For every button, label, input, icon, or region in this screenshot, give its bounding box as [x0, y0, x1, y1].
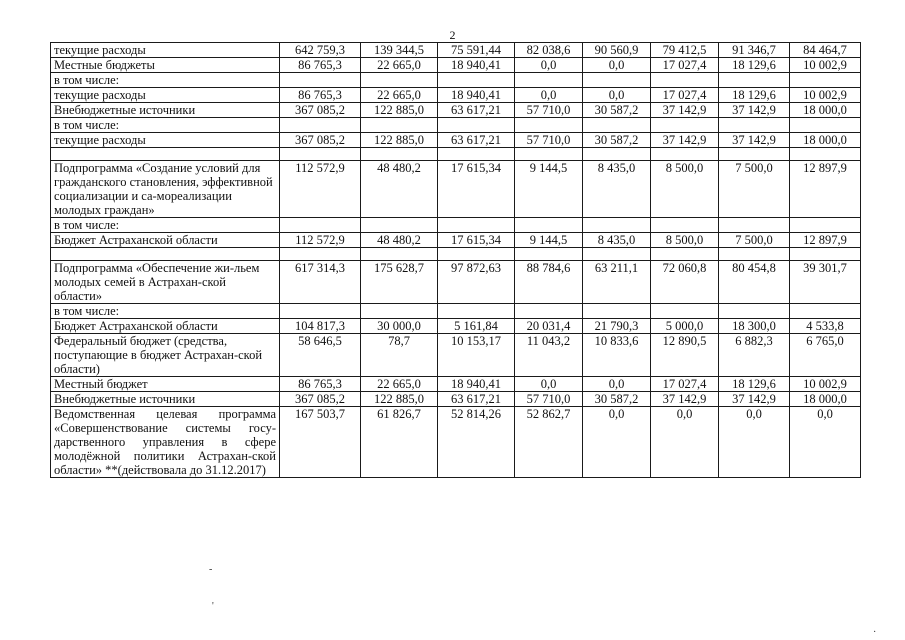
- row-label: текущие расходы: [51, 88, 280, 103]
- cell-value: 86 765,3: [280, 377, 361, 392]
- cell-value: 9 144,5: [515, 233, 583, 248]
- cell-value: 0,0: [719, 407, 790, 478]
- cell-value: 112 572,9: [280, 161, 361, 218]
- row-label: в том числе:: [51, 73, 280, 88]
- cell-value: 6 765,0: [790, 334, 861, 377]
- empty-cell: [438, 248, 515, 261]
- cell-value: 0,0: [583, 88, 651, 103]
- cell-value: [438, 304, 515, 319]
- cell-value: 97 872,63: [438, 261, 515, 304]
- empty-cell: [361, 248, 438, 261]
- empty-cell: [651, 248, 719, 261]
- spacer-row: [51, 248, 861, 261]
- cell-value: [280, 304, 361, 319]
- cell-value: [583, 218, 651, 233]
- cell-value: 52 814,26: [438, 407, 515, 478]
- cell-value: [651, 218, 719, 233]
- table-row: [51, 43, 861, 58]
- cell-value: 20 031,4: [515, 319, 583, 334]
- cell-value: 18 000,0: [790, 103, 861, 118]
- cell-value: 30 587,2: [583, 392, 651, 407]
- cell-value: 0,0: [515, 88, 583, 103]
- cell-value: 57 710,0: [515, 392, 583, 407]
- table-row: [51, 133, 861, 148]
- empty-cell: [51, 248, 280, 261]
- cell-value: [438, 218, 515, 233]
- cell-value: 17 615,34: [438, 233, 515, 248]
- cell-value: 78,7: [361, 334, 438, 377]
- empty-cell: [361, 148, 438, 161]
- cell-value: [719, 73, 790, 88]
- cell-value: 12 897,9: [790, 161, 861, 218]
- table-row: [51, 58, 861, 73]
- cell-value: 82 038,6: [515, 43, 583, 58]
- cell-value: 39 301,7: [790, 261, 861, 304]
- cell-value: [361, 218, 438, 233]
- cell-value: 84 464,7: [790, 43, 861, 58]
- cell-value: 0,0: [583, 377, 651, 392]
- empty-cell: [51, 148, 280, 161]
- cell-value: [361, 73, 438, 88]
- cell-value: [438, 73, 515, 88]
- cell-value: 367 085,2: [280, 133, 361, 148]
- cell-value: 91 346,7: [719, 43, 790, 58]
- table-row: [51, 88, 861, 103]
- cell-value: 30 587,2: [583, 133, 651, 148]
- cell-value: 0,0: [515, 377, 583, 392]
- cell-value: 139 344,5: [361, 43, 438, 58]
- cell-value: 18 940,41: [438, 58, 515, 73]
- cell-value: 37 142,9: [719, 392, 790, 407]
- cell-value: [790, 118, 861, 133]
- cell-value: 367 085,2: [280, 103, 361, 118]
- cell-value: [790, 218, 861, 233]
- empty-cell: [583, 248, 651, 261]
- cell-value: 18 129,6: [719, 377, 790, 392]
- table-row: [51, 73, 861, 88]
- empty-cell: [280, 148, 361, 161]
- cell-value: 8 435,0: [583, 233, 651, 248]
- cell-value: 17 615,34: [438, 161, 515, 218]
- empty-cell: [719, 248, 790, 261]
- table-row: [51, 304, 861, 319]
- cell-value: [719, 118, 790, 133]
- cell-value: 0,0: [790, 407, 861, 478]
- cell-value: 18 129,6: [719, 58, 790, 73]
- row-label: в том числе:: [51, 118, 280, 133]
- cell-value: [280, 73, 361, 88]
- cell-value: 0,0: [515, 58, 583, 73]
- cell-value: 122 885,0: [361, 103, 438, 118]
- table-row: [51, 319, 861, 334]
- cell-value: [719, 304, 790, 319]
- cell-value: [583, 304, 651, 319]
- cell-value: 80 454,8: [719, 261, 790, 304]
- cell-value: 37 142,9: [651, 103, 719, 118]
- cell-value: 63 211,1: [583, 261, 651, 304]
- cell-value: 10 002,9: [790, 58, 861, 73]
- row-label: Ведомственная целевая программа «Совершенствование системы госу-дарственного управления в сфере молодёжной политики Астрахан-ской области» **(действовала до 31.12.2017): [51, 407, 280, 478]
- empty-cell: [790, 248, 861, 261]
- funding-table: [50, 42, 861, 478]
- cell-value: 12 897,9: [790, 233, 861, 248]
- cell-value: 90 560,9: [583, 43, 651, 58]
- empty-cell: [583, 148, 651, 161]
- cell-value: [651, 118, 719, 133]
- row-label: Местный бюджет: [51, 377, 280, 392]
- cell-value: 5 000,0: [651, 319, 719, 334]
- cell-value: 0,0: [583, 58, 651, 73]
- cell-value: [361, 118, 438, 133]
- cell-value: 22 665,0: [361, 377, 438, 392]
- cell-value: [515, 118, 583, 133]
- table-row: [51, 334, 861, 377]
- empty-cell: [280, 248, 361, 261]
- scan-mark: ·: [873, 627, 877, 638]
- cell-value: 18 000,0: [790, 133, 861, 148]
- cell-value: [515, 73, 583, 88]
- cell-value: 63 617,21: [438, 133, 515, 148]
- cell-value: 17 027,4: [651, 58, 719, 73]
- cell-value: 57 710,0: [515, 133, 583, 148]
- cell-value: 17 027,4: [651, 377, 719, 392]
- cell-value: 0,0: [583, 407, 651, 478]
- cell-value: 9 144,5: [515, 161, 583, 218]
- cell-value: 175 628,7: [361, 261, 438, 304]
- table-row: [51, 233, 861, 248]
- cell-value: 8 500,0: [651, 161, 719, 218]
- cell-value: 22 665,0: [361, 88, 438, 103]
- cell-value: 79 412,5: [651, 43, 719, 58]
- cell-value: 37 142,9: [651, 133, 719, 148]
- row-label: Федеральный бюджет (средства, поступающие в бюджет Астрахан-ской области): [51, 334, 280, 377]
- cell-value: 112 572,9: [280, 233, 361, 248]
- cell-value: [515, 218, 583, 233]
- cell-value: [790, 304, 861, 319]
- row-label: Внебюджетные источники: [51, 103, 280, 118]
- row-label: текущие расходы: [51, 43, 280, 58]
- table-row: [51, 407, 861, 478]
- cell-value: 75 591,44: [438, 43, 515, 58]
- cell-value: 122 885,0: [361, 392, 438, 407]
- cell-value: 122 885,0: [361, 133, 438, 148]
- cell-value: 37 142,9: [719, 133, 790, 148]
- spacer-row: [51, 148, 861, 161]
- cell-value: [583, 73, 651, 88]
- cell-value: 10 153,17: [438, 334, 515, 377]
- cell-value: 63 617,21: [438, 392, 515, 407]
- row-label: в том числе:: [51, 304, 280, 319]
- cell-value: 58 646,5: [280, 334, 361, 377]
- cell-value: 17 027,4: [651, 88, 719, 103]
- cell-value: 8 435,0: [583, 161, 651, 218]
- cell-value: 7 500,0: [719, 233, 790, 248]
- cell-value: [583, 118, 651, 133]
- cell-value: 167 503,7: [280, 407, 361, 478]
- cell-value: 367 085,2: [280, 392, 361, 407]
- cell-value: 48 480,2: [361, 233, 438, 248]
- row-label: текущие расходы: [51, 133, 280, 148]
- row-label: Местные бюджеты: [51, 58, 280, 73]
- cell-value: 104 817,3: [280, 319, 361, 334]
- empty-cell: [651, 148, 719, 161]
- cell-value: 37 142,9: [651, 392, 719, 407]
- cell-value: 86 765,3: [280, 88, 361, 103]
- cell-value: 10 002,9: [790, 377, 861, 392]
- table-row: [51, 261, 861, 304]
- cell-value: 18 129,6: [719, 88, 790, 103]
- cell-value: 11 043,2: [515, 334, 583, 377]
- cell-value: 72 060,8: [651, 261, 719, 304]
- row-label: Внебюджетные источники: [51, 392, 280, 407]
- cell-value: 86 765,3: [280, 58, 361, 73]
- scan-mark: ': [212, 601, 214, 612]
- table-row: [51, 103, 861, 118]
- cell-value: 63 617,21: [438, 103, 515, 118]
- cell-value: 30 587,2: [583, 103, 651, 118]
- cell-value: [651, 73, 719, 88]
- cell-value: 10 002,9: [790, 88, 861, 103]
- cell-value: 61 826,7: [361, 407, 438, 478]
- cell-value: 22 665,0: [361, 58, 438, 73]
- cell-value: 37 142,9: [719, 103, 790, 118]
- empty-cell: [515, 248, 583, 261]
- cell-value: [651, 304, 719, 319]
- table-row: [51, 118, 861, 133]
- cell-value: 4 533,8: [790, 319, 861, 334]
- cell-value: 18 940,41: [438, 377, 515, 392]
- cell-value: 12 890,5: [651, 334, 719, 377]
- cell-value: [438, 118, 515, 133]
- empty-cell: [719, 148, 790, 161]
- cell-value: 18 000,0: [790, 392, 861, 407]
- cell-value: [280, 218, 361, 233]
- cell-value: 18 300,0: [719, 319, 790, 334]
- cell-value: 6 882,3: [719, 334, 790, 377]
- empty-cell: [438, 148, 515, 161]
- cell-value: 52 862,7: [515, 407, 583, 478]
- cell-value: [515, 304, 583, 319]
- cell-value: 57 710,0: [515, 103, 583, 118]
- cell-value: [719, 218, 790, 233]
- cell-value: 88 784,6: [515, 261, 583, 304]
- cell-value: 0,0: [651, 407, 719, 478]
- empty-cell: [790, 148, 861, 161]
- cell-value: [361, 304, 438, 319]
- cell-value: 617 314,3: [280, 261, 361, 304]
- empty-cell: [515, 148, 583, 161]
- cell-value: 8 500,0: [651, 233, 719, 248]
- cell-value: [280, 118, 361, 133]
- table-row: [51, 218, 861, 233]
- scan-mark: -: [209, 564, 213, 575]
- row-label: в том числе:: [51, 218, 280, 233]
- table-row: [51, 392, 861, 407]
- cell-value: 7 500,0: [719, 161, 790, 218]
- cell-value: 10 833,6: [583, 334, 651, 377]
- cell-value: 18 940,41: [438, 88, 515, 103]
- cell-value: [790, 73, 861, 88]
- row-label: Бюджет Астраханской области: [51, 233, 280, 248]
- cell-value: 642 759,3: [280, 43, 361, 58]
- cell-value: 48 480,2: [361, 161, 438, 218]
- table-row: [51, 377, 861, 392]
- table-row: [51, 161, 861, 218]
- cell-value: 21 790,3: [583, 319, 651, 334]
- row-label: Бюджет Астраханской области: [51, 319, 280, 334]
- page-number: 2: [449, 28, 456, 42]
- cell-value: 5 161,84: [438, 319, 515, 334]
- cell-value: 30 000,0: [361, 319, 438, 334]
- row-label: Подпрограмма «Обеспечение жи-льем молодых семей в Астрахан-ской области»: [51, 261, 280, 304]
- row-label: Подпрограмма «Создание условий для гражданского становления, эффективной социализации и са-мореализации молодых граждан»: [51, 161, 280, 218]
